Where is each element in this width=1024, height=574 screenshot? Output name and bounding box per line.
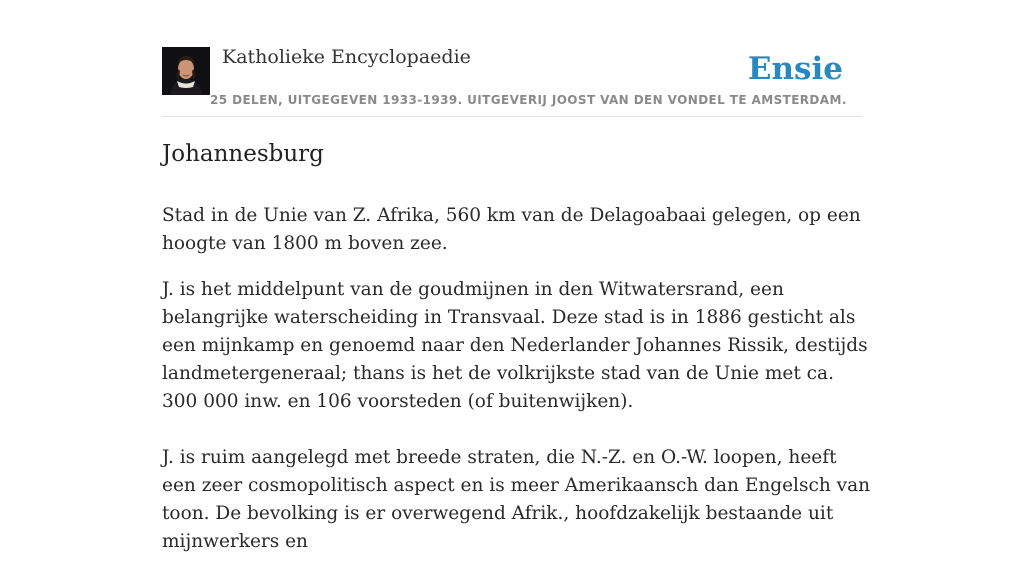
entry-paragraph: J. is het middelpunt van de goudmijnen in den Witwatersrand, een belangrijke waterscheiding in Transvaal. Deze stad is in 1886 gesticht als een mijnkamp en genoemd naar den Nederlander Johannes Rissik, destijds landmetergeneraal; thans is het de volkrijkste stad van de Unie met ca. 300 000 inw. en 106 voorsteden (of buitenwijken). xyxy=(162,279,868,412)
entry-content xyxy=(162,136,872,574)
entry-paragraph: Stad in de Unie van Z. Afrika, 560 km van de Delagoabaai gelegen, op een hoogte van 1800 m boven zee. xyxy=(162,205,861,254)
entry-paragraph: J. is ruim aangelegd met breede straten, die N.-Z. en O.-W. loopen, heeft een zeer cosmopolitisch aspect en is meer Amerikaansch dan Engelsch van toon. De bevolking is er overwegend Afrik., hoofdzakelijk bestaande uit mijnwerkers en xyxy=(162,447,871,552)
entry-title: Johannesburg xyxy=(162,141,324,167)
source-subtitle: 25 DELEN, UITGEGEVEN 1933-1939. UITGEVERIJ JOOST VAN DEN VONDEL TE AMSTERDAM. xyxy=(210,93,847,107)
source-header xyxy=(162,44,862,117)
portrait-avatar-icon[interactable] xyxy=(162,47,210,95)
brand-logo-link[interactable]: Ensie xyxy=(747,51,843,87)
source-title[interactable]: Katholieke Encyclopaedie xyxy=(222,46,471,68)
